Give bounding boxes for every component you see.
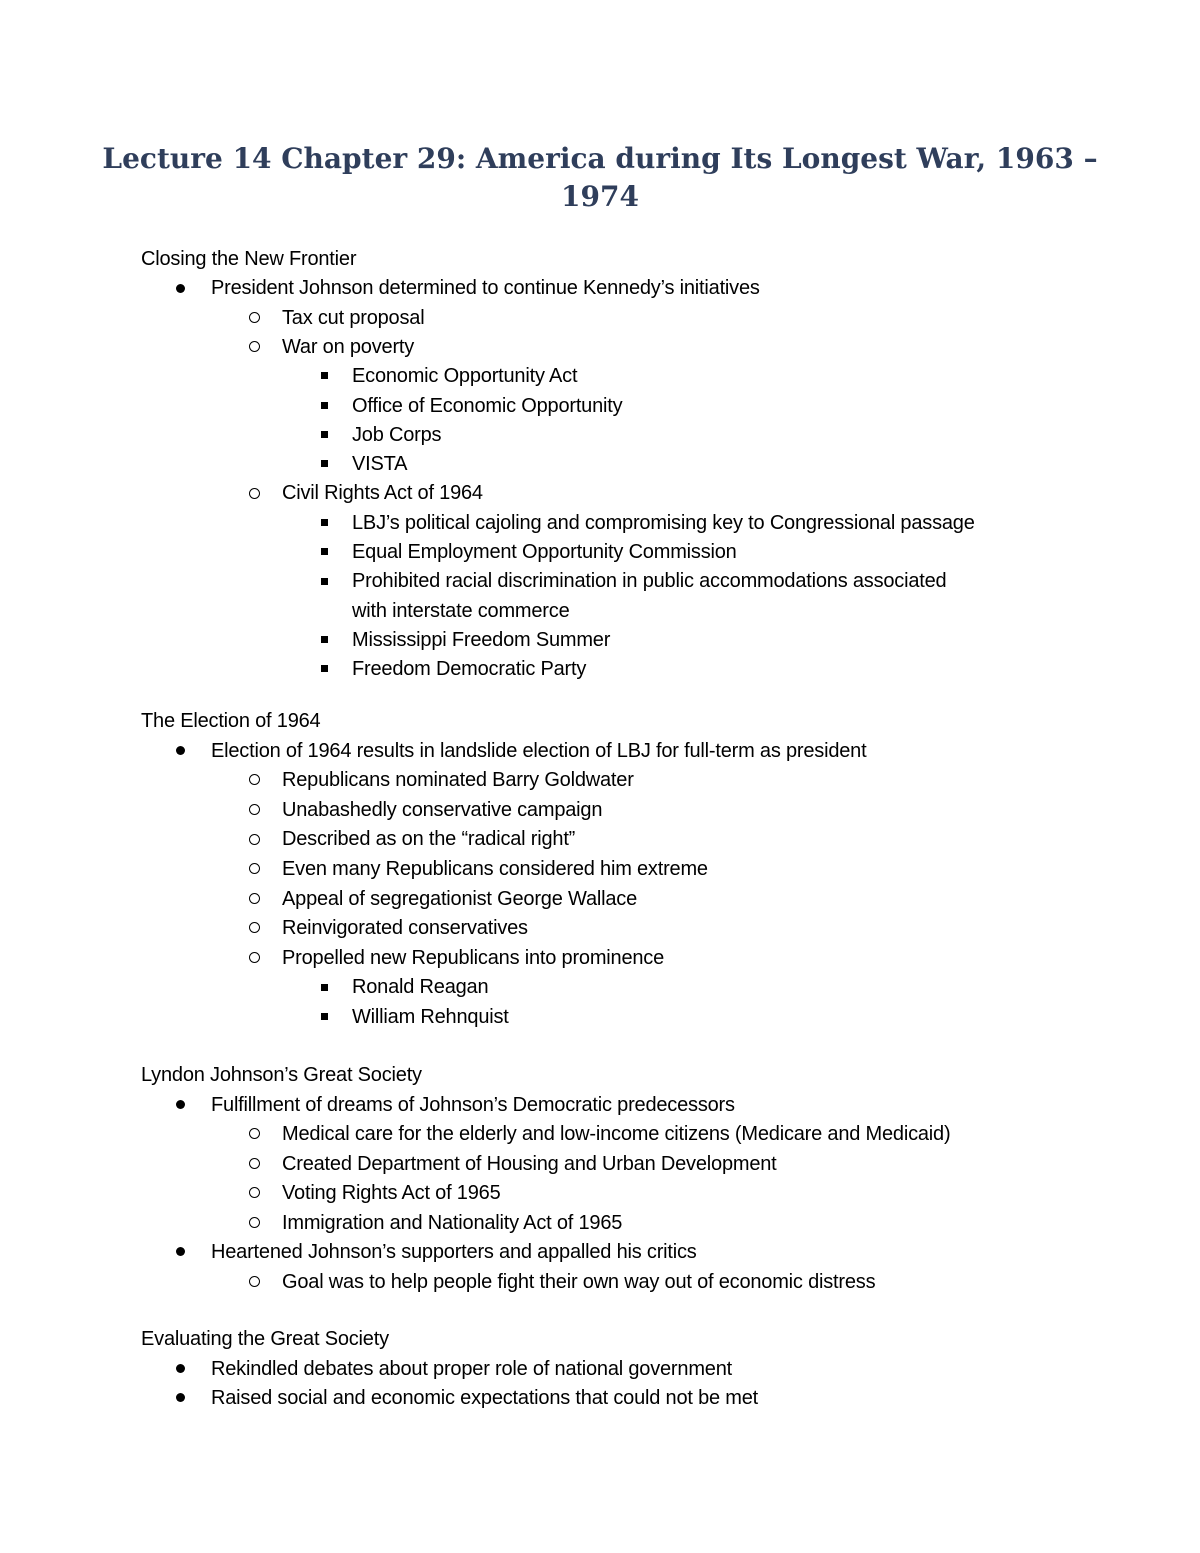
list-item: Economic Opportunity Act — [352, 365, 578, 388]
list-item: President Johnson determined to continue Kennedy’s initiatives — [211, 277, 760, 300]
list-item: VISTA — [352, 453, 408, 476]
bullet-circle-icon — [244, 1268, 264, 1296]
list-item: Tax cut proposal — [282, 306, 425, 329]
list-item: Prohibited racial discrimination in public accommodations associated — [352, 570, 947, 593]
bullet-circle-icon — [244, 766, 264, 794]
list-item: Immigration and Nationality Act of 1965 — [282, 1211, 623, 1234]
bullet-circle-icon — [244, 825, 264, 853]
bullet-square-icon — [314, 509, 334, 537]
list-item: Office of Economic Opportunity — [352, 394, 623, 417]
bullet-square-icon — [314, 655, 334, 683]
list-item: Even many Republicans considered him extreme — [282, 858, 708, 880]
bullet-circle-icon — [244, 796, 264, 824]
list-item: Rekindled debates about proper role of national government — [211, 1357, 732, 1380]
bullet-square-icon — [314, 421, 334, 449]
bullet-square-icon — [314, 392, 334, 420]
list-item: Fulfillment of dreams of Johnson’s Democratic predecessors — [211, 1093, 735, 1116]
list-item: Medical care for the elderly and low-income citizens (Medicare and Medicaid) — [282, 1123, 951, 1145]
bullet-circle-icon — [244, 304, 264, 332]
bullet-square-icon — [314, 973, 334, 1001]
list-item: Mississippi Freedom Summer — [352, 628, 611, 651]
list-item-continuation: with interstate commerce — [352, 599, 570, 622]
bullet-dot-icon — [170, 1238, 190, 1266]
list-item: Unabashedly conservative campaign — [282, 798, 603, 821]
section-heading: Lyndon Johnson’s Great Society — [141, 1064, 422, 1086]
bullet-circle-icon — [244, 1209, 264, 1237]
bullet-square-icon — [314, 450, 334, 478]
page-title: Lecture 14 Chapter 29: America during Its Longest War, 1963 – 1974 — [102, 142, 1098, 213]
list-item: Election of 1964 results in landslide election of LBJ for full-term as president — [211, 739, 867, 762]
list-item: Freedom Democratic Party — [352, 658, 587, 681]
list-item: Voting Rights Act of 1965 — [282, 1182, 501, 1204]
list-item: Civil Rights Act of 1964 — [282, 482, 483, 505]
section-heading: The Election of 1964 — [141, 710, 321, 732]
bullet-dot-icon — [170, 1355, 190, 1383]
bullet-circle-icon — [244, 479, 264, 507]
bullet-circle-icon — [244, 914, 264, 942]
list-item: LBJ’s political cajoling and compromising key to Congressional passage — [352, 511, 975, 534]
bullet-dot-icon — [170, 274, 190, 302]
bullet-circle-icon — [244, 1120, 264, 1148]
list-item: War on poverty — [282, 335, 415, 358]
list-item: Created Department of Housing and Urban Development — [282, 1152, 777, 1175]
bullet-circle-icon — [244, 885, 264, 913]
list-item: Propelled new Republicans into prominence — [282, 946, 665, 969]
bullet-dot-icon — [170, 1384, 190, 1412]
list-item: Equal Employment Opportunity Commission — [352, 541, 737, 563]
list-item: Job Corps — [352, 423, 442, 446]
bullet-square-icon — [314, 1003, 334, 1031]
list-item: Reinvigorated conservatives — [282, 917, 528, 940]
list-item: William Rehnquist — [352, 1006, 509, 1028]
bullet-circle-icon — [244, 333, 264, 361]
list-item: Ronald Reagan — [352, 976, 489, 999]
bullet-square-icon — [314, 362, 334, 390]
bullet-circle-icon — [244, 855, 264, 883]
bullet-dot-icon — [170, 737, 190, 765]
bullet-square-icon — [314, 626, 334, 654]
bullet-circle-icon — [244, 944, 264, 972]
list-item: Raised social and economic expectations that could not be met — [211, 1387, 759, 1409]
section-heading: Evaluating the Great Society — [141, 1328, 389, 1350]
list-item: Heartened Johnson’s supporters and appalled his critics — [211, 1241, 697, 1263]
bullet-dot-icon — [170, 1091, 190, 1119]
bullet-square-icon — [314, 538, 334, 566]
bullet-circle-icon — [244, 1150, 264, 1178]
list-item: Republicans nominated Barry Goldwater — [282, 769, 634, 792]
list-item: Appeal of segregationist George Wallace — [282, 887, 638, 910]
list-item: Goal was to help people fight their own way out of economic distress — [282, 1270, 876, 1293]
section-heading: Closing the New Frontier — [141, 248, 357, 270]
bullet-square-icon — [314, 567, 334, 595]
list-item: Described as on the “radical right” — [282, 828, 576, 851]
bullet-circle-icon — [244, 1179, 264, 1207]
